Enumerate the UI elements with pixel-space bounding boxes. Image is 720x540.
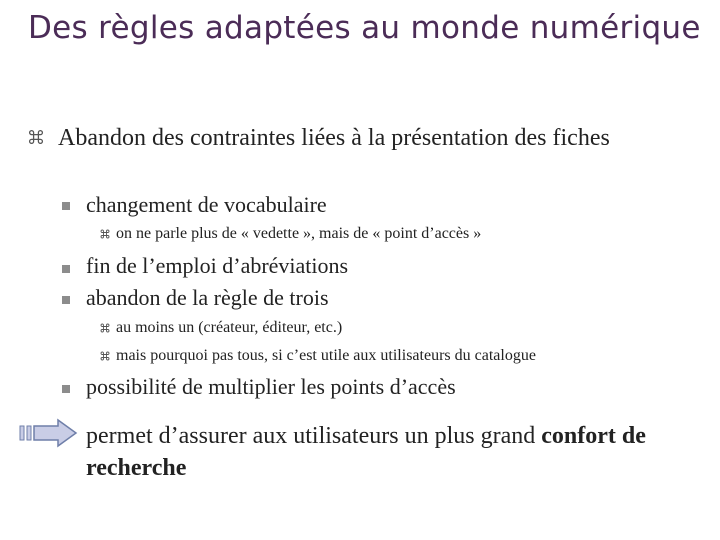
command-key-icon	[28, 128, 44, 146]
conclusion-prefix: permet d’assurer aux utilisateurs un plus grand	[86, 423, 542, 449]
list-item: on ne parle plus de « vedette », mais de « point d’accès »	[116, 225, 482, 242]
main-point: Abandon des contraintes liées à la présentation des fiches	[58, 125, 610, 151]
list-item: changement de vocabulaire	[86, 192, 327, 217]
list-item: possibilité de multiplier les points d’accès	[86, 374, 456, 399]
square-bullet-icon	[62, 265, 70, 273]
list-item: mais pourquoi pas tous, si c’est utile aux utilisateurs du catalogue	[116, 347, 536, 364]
list-item: abandon de la règle de trois	[86, 285, 329, 310]
slide-title: Des règles adaptées au monde numérique	[28, 10, 701, 46]
command-key-icon	[100, 322, 110, 334]
square-bullet-icon	[62, 296, 70, 304]
command-key-icon	[100, 350, 110, 362]
right-arrow-icon	[18, 418, 78, 448]
conclusion-emphasis: confort de recherche	[86, 423, 646, 481]
list-item: fin de l’emploi d’abréviations	[86, 253, 349, 278]
command-key-icon	[100, 228, 110, 240]
conclusion-text	[86, 420, 711, 484]
square-bullet-icon	[62, 202, 70, 210]
list-item: au moins un (créateur, éditeur, etc.)	[116, 319, 343, 336]
square-bullet-icon	[62, 385, 70, 393]
